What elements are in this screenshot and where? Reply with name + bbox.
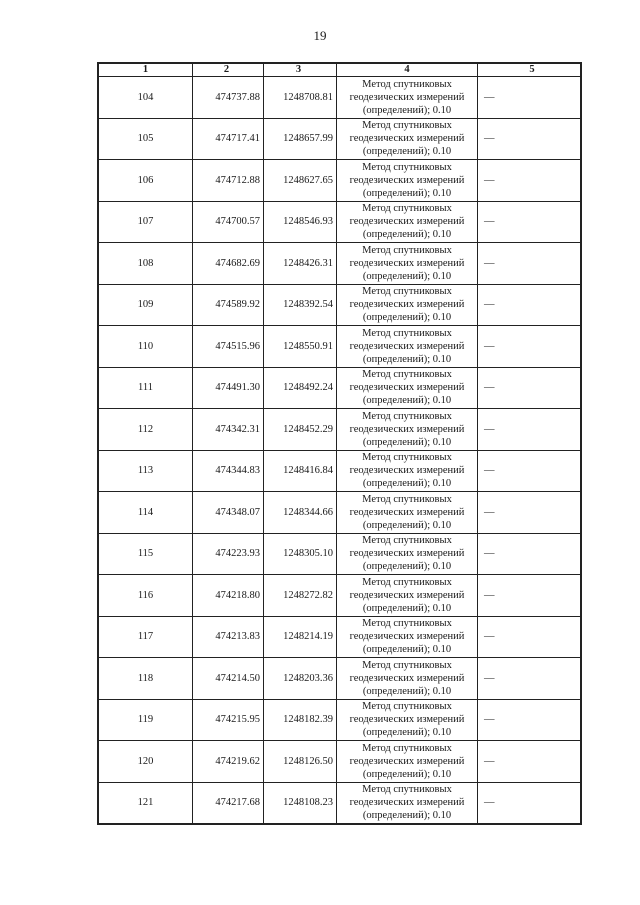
table-row [98,658,581,700]
table-body [98,77,581,825]
point-number-cell: 113 [98,450,193,492]
table-row [98,201,581,243]
table-row [98,533,581,575]
method-line: Метод спутниковых [362,327,452,339]
column-header-3: 3 [264,63,337,77]
method-line: (определений); 0.10 [362,312,452,324]
description-cell: — [478,741,582,783]
method-line: геодезических измерений [349,631,465,643]
x-coordinate-cell: 474344.83 [193,450,264,492]
description-cell: — [478,533,582,575]
method-line: (определений); 0.10 [362,104,452,116]
method-line: геодезических измерений [349,423,465,435]
table-row [98,160,581,202]
method-line: геодезических измерений [349,714,465,726]
y-coordinate-cell: 1248492.24 [264,367,337,409]
x-coordinate-cell: 474213.83 [193,616,264,658]
description-cell: — [478,367,582,409]
table-header [98,63,581,77]
method-line: (определений); 0.10 [362,685,452,697]
method-line: Метод спутниковых [362,120,452,132]
x-coordinate-cell: 474217.68 [193,782,264,824]
method-line: геодезических измерений [349,340,465,352]
method-line: геодезических измерений [349,299,465,311]
method-line: геодезических измерений [349,257,465,269]
x-coordinate-cell: 474214.50 [193,658,264,700]
table-row [98,284,581,326]
y-coordinate-cell: 1248392.54 [264,284,337,326]
method-cell [337,450,478,492]
method-line: геодезических измерений [349,672,465,684]
description-cell: — [478,326,582,368]
method-line: (определений); 0.10 [362,436,452,448]
x-coordinate-cell: 474491.30 [193,367,264,409]
description-cell: — [478,616,582,658]
point-number-cell: 114 [98,492,193,534]
table-row [98,326,581,368]
table-row [98,450,581,492]
table-row [98,782,581,824]
method-line: геодезических измерений [349,755,465,767]
y-coordinate-cell: 1248272.82 [264,575,337,617]
description-cell: — [478,201,582,243]
table-row [98,575,581,617]
method-line: Метод спутниковых [362,286,452,298]
point-number-cell: 117 [98,616,193,658]
x-coordinate-cell: 474342.31 [193,409,264,451]
method-line: (определений); 0.10 [362,519,452,531]
point-number-cell: 118 [98,658,193,700]
method-line: (определений); 0.10 [362,644,452,656]
table-row [98,492,581,534]
x-coordinate-cell: 474515.96 [193,326,264,368]
point-number-cell: 105 [98,118,193,160]
y-coordinate-cell: 1248657.99 [264,118,337,160]
y-coordinate-cell: 1248182.39 [264,699,337,741]
description-cell: — [478,575,582,617]
x-coordinate-cell: 474223.93 [193,533,264,575]
y-coordinate-cell: 1248416.84 [264,450,337,492]
table-row [98,77,581,119]
point-number-cell: 106 [98,160,193,202]
method-line: (определений); 0.10 [362,727,452,739]
point-number-cell: 104 [98,77,193,119]
table-row [98,616,581,658]
method-line: (определений); 0.10 [362,395,452,407]
method-cell [337,409,478,451]
method-line: Метод спутниковых [362,701,452,713]
description-cell: — [478,118,582,160]
x-coordinate-cell: 474215.95 [193,699,264,741]
point-number-cell: 120 [98,741,193,783]
method-cell [337,782,478,824]
table-row [98,243,581,285]
method-line: (определений); 0.10 [362,602,452,614]
table-row [98,409,581,451]
description-cell: — [478,77,582,119]
table-row [98,367,581,409]
description-cell: — [478,160,582,202]
point-number-cell: 121 [98,782,193,824]
method-line: геодезических измерений [349,506,465,518]
coordinates-table [97,62,582,825]
y-coordinate-cell: 1248305.10 [264,533,337,575]
method-line: Метод спутниковых [362,452,452,464]
method-cell [337,243,478,285]
column-header-2: 2 [193,63,264,77]
method-cell [337,741,478,783]
method-line: Метод спутниковых [362,369,452,381]
method-line: Метод спутниковых [362,410,452,422]
table-row [98,741,581,783]
method-cell [337,492,478,534]
method-line: геодезических измерений [349,91,465,103]
description-cell: — [478,492,582,534]
description-cell: — [478,782,582,824]
y-coordinate-cell: 1248627.65 [264,160,337,202]
method-line: геодезических измерений [349,133,465,145]
method-line: геодезических измерений [349,382,465,394]
method-line: Метод спутниковых [362,203,452,215]
method-cell [337,533,478,575]
method-cell [337,118,478,160]
y-coordinate-cell: 1248214.19 [264,616,337,658]
method-line: (определений); 0.10 [362,478,452,490]
x-coordinate-cell: 474589.92 [193,284,264,326]
x-coordinate-cell: 474218.80 [193,575,264,617]
method-line: (определений); 0.10 [362,810,452,822]
y-coordinate-cell: 1248126.50 [264,741,337,783]
method-line: Метод спутниковых [362,535,452,547]
method-cell [337,326,478,368]
x-coordinate-cell: 474737.88 [193,77,264,119]
y-coordinate-cell: 1248452.29 [264,409,337,451]
description-cell: — [478,409,582,451]
method-line: (определений); 0.10 [362,229,452,241]
description-cell: — [478,658,582,700]
y-coordinate-cell: 1248550.91 [264,326,337,368]
column-header-5: 5 [478,63,582,77]
method-line: геодезических измерений [349,465,465,477]
method-cell [337,699,478,741]
description-cell: — [478,450,582,492]
method-line: Метод спутниковых [362,659,452,671]
method-line: геодезических измерений [349,174,465,186]
method-cell [337,284,478,326]
method-line: геодезических измерений [349,548,465,560]
method-line: (определений); 0.10 [362,353,452,365]
y-coordinate-cell: 1248426.31 [264,243,337,285]
y-coordinate-cell: 1248344.66 [264,492,337,534]
page-number: 19 [313,28,327,43]
x-coordinate-cell: 474717.41 [193,118,264,160]
column-header-1: 1 [98,63,193,77]
method-line: (определений); 0.10 [362,561,452,573]
y-coordinate-cell: 1248708.81 [264,77,337,119]
method-line: геодезических измерений [349,589,465,601]
column-header-4: 4 [337,63,478,77]
table-row [98,118,581,160]
x-coordinate-cell: 474700.57 [193,201,264,243]
method-line: Метод спутниковых [362,161,452,173]
description-cell: — [478,243,582,285]
method-line: Метод спутниковых [362,742,452,754]
x-coordinate-cell: 474682.69 [193,243,264,285]
method-line: (определений); 0.10 [362,768,452,780]
point-number-cell: 111 [98,367,193,409]
method-line: Метод спутниковых [362,576,452,588]
method-cell [337,367,478,409]
point-number-cell: 115 [98,533,193,575]
method-cell [337,77,478,119]
point-number-cell: 116 [98,575,193,617]
point-number-cell: 112 [98,409,193,451]
point-number-cell: 119 [98,699,193,741]
method-line: геодезических измерений [349,797,465,809]
header-row [98,63,581,77]
point-number-cell: 107 [98,201,193,243]
method-line: Метод спутниковых [362,618,452,630]
method-line: (определений); 0.10 [362,146,452,158]
point-number-cell: 109 [98,284,193,326]
method-line: Метод спутниковых [362,78,452,90]
description-cell: — [478,699,582,741]
description-cell: — [478,284,582,326]
method-line: (определений); 0.10 [362,270,452,282]
method-cell [337,160,478,202]
method-line: Метод спутниковых [362,244,452,256]
table-row [98,699,581,741]
x-coordinate-cell: 474348.07 [193,492,264,534]
y-coordinate-cell: 1248203.36 [264,658,337,700]
y-coordinate-cell: 1248546.93 [264,201,337,243]
method-cell [337,658,478,700]
x-coordinate-cell: 474219.62 [193,741,264,783]
x-coordinate-cell: 474712.88 [193,160,264,202]
method-line: геодезических измерений [349,216,465,228]
method-line: Метод спутниковых [362,493,452,505]
method-cell [337,201,478,243]
method-line: Метод спутниковых [362,784,452,796]
point-number-cell: 110 [98,326,193,368]
point-number-cell: 108 [98,243,193,285]
method-line: (определений); 0.10 [362,187,452,199]
method-cell [337,575,478,617]
method-cell [337,616,478,658]
y-coordinate-cell: 1248108.23 [264,782,337,824]
